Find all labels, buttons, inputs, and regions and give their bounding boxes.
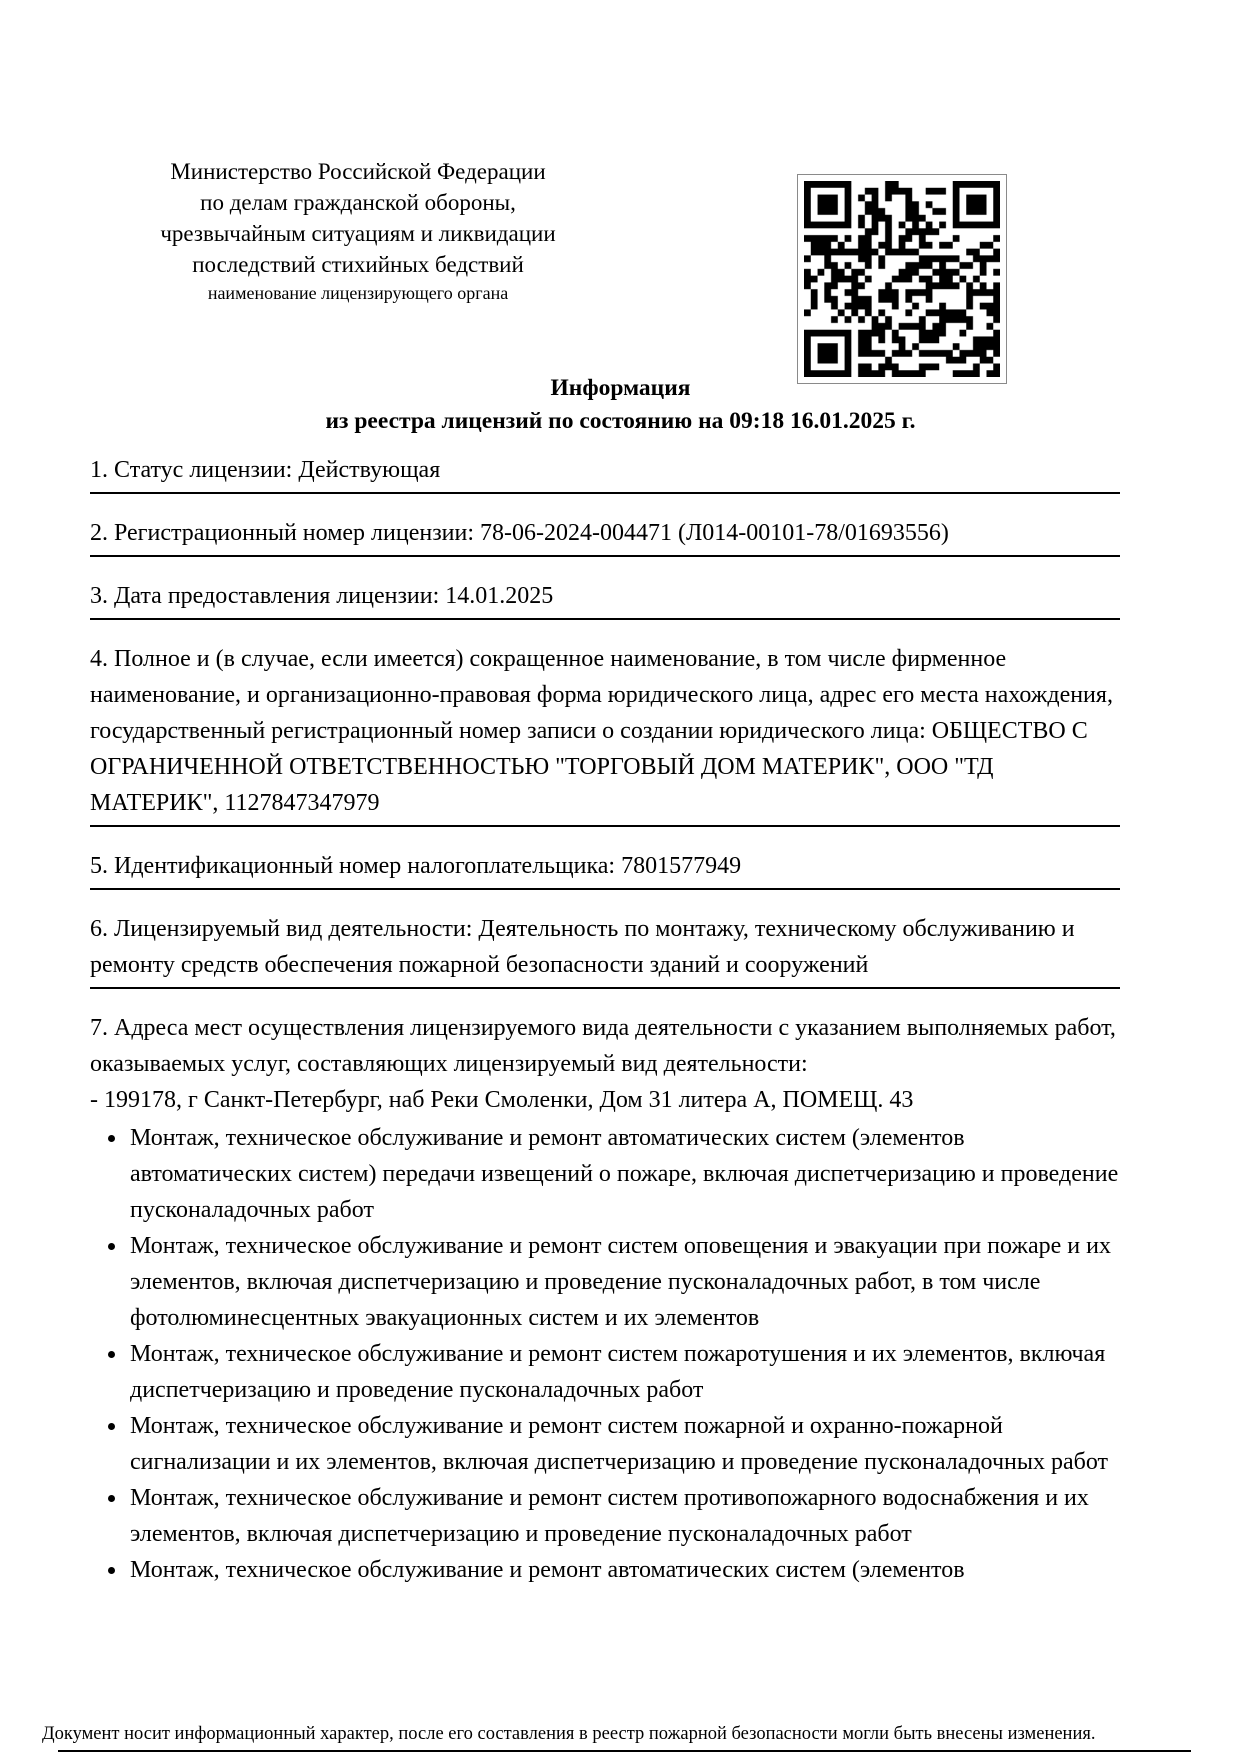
field-registration-number: 2. Регистрационный номер лицензии: 78-06-2024-004471 (Л014-00101-78/01693556) — [90, 515, 1120, 557]
work-list-item: • Монтаж, техническое обслуживание и ремонт систем оповещения и эвакуации при пожаре и их элементов, включая диспетчеризацию и проведение пусконаладочных работ, в том числе фотолюминесцентных эвакуационных систем и их элементов — [128, 1228, 1120, 1336]
licensing-authority-block — [98, 156, 618, 306]
work-list — [90, 1120, 1120, 1588]
work-list-item: • Монтаж, техническое обслуживание и ремонт систем пожаротушения и их элементов, включая диспетчеризацию и проведение пусконаладочных работ — [128, 1336, 1120, 1408]
work-list-item: • Монтаж, техническое обслуживание и ремонт систем противопожарного водоснабжения и их элементов, включая диспетчеризацию и проведение пусконаладочных работ — [128, 1480, 1120, 1552]
footer-disclaimer: Документ носит информационный характер, после его составления в реестр пожарной безопасности могли быть внесены изменения. — [42, 1724, 1096, 1744]
work-list-item: • Монтаж, техническое обслуживание и ремонт систем пожарной и охранно-пожарной сигнализации и их элементов, включая диспетчеризацию и проведение пусконаладочных работ — [128, 1408, 1120, 1480]
work-list-item: • Монтаж, техническое обслуживание и ремонт автоматических систем (элементов автоматических систем) передачи извещений о пожаре, включая диспетчеризацию и проведение пусконаладочных работ — [128, 1120, 1120, 1228]
authority-caption: наименование лицензирующего органа — [207, 283, 509, 303]
field-license-status: 1. Статус лицензии: Действующая — [90, 452, 1120, 494]
work-list-item: • Монтаж, техническое обслуживание и ремонт автоматических систем (элементов — [128, 1552, 1120, 1588]
field-inn: 5. Идентификационный номер налогоплательщика: 7801577949 — [90, 848, 1120, 890]
field-activity-addresses: 7. Адреса мест осуществления лицензируемого вида деятельности с указанием выполняемых работ, оказываемых услуг, составляющих лицензируемый вид деятельности: — [90, 1015, 1116, 1077]
document-body — [90, 452, 1120, 1588]
footer-divider — [58, 1750, 1191, 1752]
field-legal-entity-name: 4. Полное и (в случае, если имеется) сокращенное наименование, в том числе фирменное наименование, и организационно-правовая форма юридического лица, адрес его места нахождения, государственный регистрационный номер записи о создании юридического лица: ОБЩЕСТВО С ОГРАНИЧЕННОЙ ОТВЕТСТВЕННОСТЬЮ "ТОРГОВЫЙ ДОМ МАТЕРИК", ООО "ТД МАТЕРИК", 1127847347979 — [90, 641, 1120, 827]
document-title — [0, 372, 1241, 438]
document-title-line2: из реестра лицензий по состоянию на 09:18 16.01.2025 г. — [325, 408, 916, 434]
field-licensed-activity: 6. Лицензируемый вид деятельности: Деятельность по монтажу, техническому обслуживанию и ремонту средств обеспечения пожарной безопасности зданий и сооружений — [90, 911, 1120, 989]
qr-code-container — [797, 174, 1007, 384]
activity-address: - 199178, г Санкт-Петербург, наб Реки Смоленки, Дом 31 литера А, ПОМЕЩ. 43 — [90, 1087, 914, 1113]
authority-line: по делам гражданской обороны, — [200, 190, 516, 215]
authority-line: чрезвычайным ситуациям и ликвидации — [160, 221, 556, 246]
qr-code-icon — [804, 181, 1000, 377]
document-title-line1: Информация — [550, 375, 691, 401]
authority-line: последствий стихийных бедствий — [192, 252, 524, 277]
authority-line: Министерство Российской Федерации — [170, 159, 546, 184]
field-grant-date: 3. Дата предоставления лицензии: 14.01.2025 — [90, 578, 1120, 620]
